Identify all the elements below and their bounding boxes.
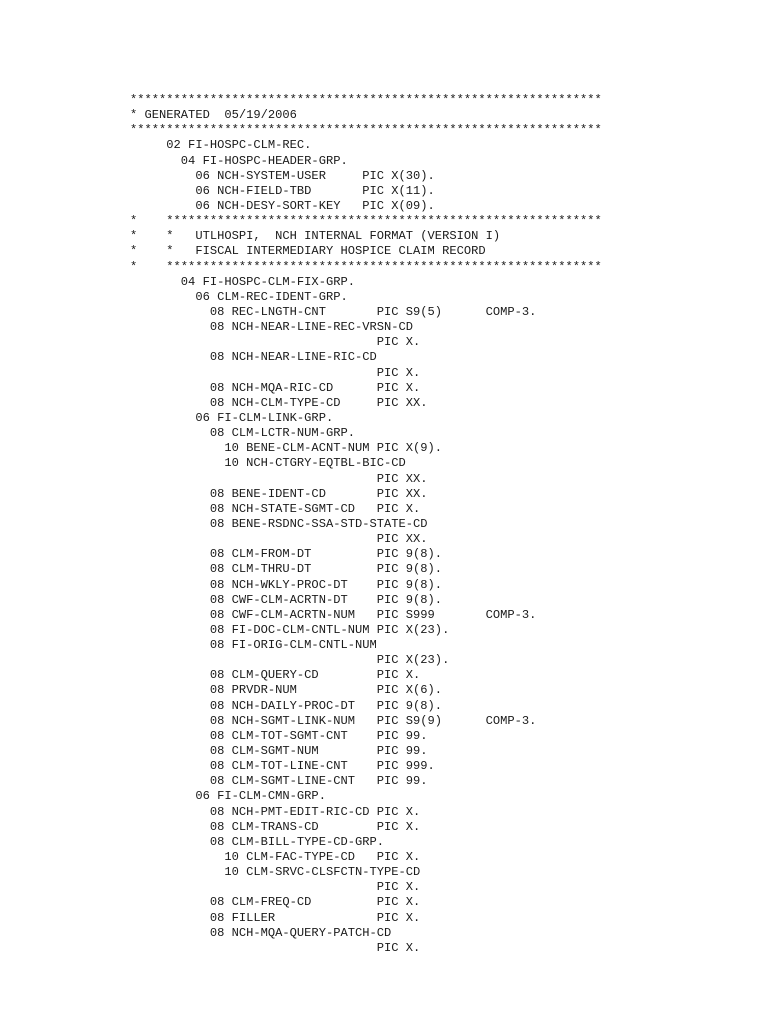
listing-line: 06 NCH-FIELD-TBD PIC X(11). — [130, 183, 435, 198]
listing-line: PIC X(23). — [130, 653, 450, 668]
listing-line: 08 CWF-CLM-ACRTN-NUM PIC S999 COMP-3. — [130, 607, 537, 622]
listing-line: 10 NCH-CTGRY-EQTBL-BIC-CD — [130, 456, 406, 471]
listing-line: 06 NCH-DESY-SORT-KEY PIC X(09). — [130, 198, 435, 213]
listing-line: 08 CWF-CLM-ACRTN-DT PIC 9(8). — [130, 592, 443, 607]
listing-line: * ************************************************************ — [130, 259, 602, 274]
listing-line: ***************************************************************** — [130, 123, 602, 138]
listing-line: 08 CLM-SGMT-LINE-CNT PIC 99. — [130, 774, 428, 789]
listing-line: 08 NCH-PMT-EDIT-RIC-CD PIC X. — [130, 804, 421, 819]
listing-line: 10 CLM-FAC-TYPE-CD PIC X. — [130, 850, 421, 865]
listing-line: 08 NCH-SGMT-LINK-NUM PIC S9(9) COMP-3. — [130, 713, 537, 728]
listing-line: PIC X. — [130, 365, 421, 380]
listing-line: 10 BENE-CLM-ACNT-NUM PIC X(9). — [130, 441, 443, 456]
listing-line: 02 FI-HOSPC-CLM-REC. — [130, 138, 312, 153]
listing-line: 06 FI-CLM-LINK-GRP. — [130, 410, 334, 425]
listing-line: 10 CLM-SRVC-CLSFCTN-TYPE-CD — [130, 865, 421, 880]
listing-line: 08 CLM-TOT-LINE-CNT PIC 999. — [130, 759, 435, 774]
listing-line: 08 NCH-NEAR-LINE-REC-VRSN-CD — [130, 320, 414, 335]
listing-line: 08 CLM-BILL-TYPE-CD-GRP. — [130, 834, 385, 849]
listing-line: 08 NCH-MQA-QUERY-PATCH-CD — [130, 925, 392, 940]
listing-line: 06 FI-CLM-CMN-GRP. — [130, 789, 326, 804]
listing-line: * GENERATED 05/19/2006 — [130, 108, 297, 123]
listing-line: * * UTLHOSPI, NCH INTERNAL FORMAT (VERSION I) — [130, 229, 501, 244]
listing-line: 08 CLM-THRU-DT PIC 9(8). — [130, 562, 443, 577]
listing-line: 08 CLM-FREQ-CD PIC X. — [130, 895, 421, 910]
listing-line: 08 CLM-TRANS-CD PIC X. — [130, 819, 421, 834]
listing-line: 08 PRVDR-NUM PIC X(6). — [130, 683, 443, 698]
listing-line: * ************************************************************ — [130, 214, 602, 229]
listing-line: PIC X. — [130, 940, 421, 955]
listing-line: 08 CLM-LCTR-NUM-GRP. — [130, 426, 355, 441]
listing-line: 08 NCH-DAILY-PROC-DT PIC 9(8). — [130, 698, 443, 713]
listing-line: PIC XX. — [130, 471, 428, 486]
listing-line: ***************************************************************** — [130, 93, 602, 107]
listing-line: 08 CLM-QUERY-CD PIC X. — [130, 668, 421, 683]
listing-line: 08 REC-LNGTH-CNT PIC S9(5) COMP-3. — [130, 304, 537, 319]
listing-line: 08 NCH-CLM-TYPE-CD PIC XX. — [130, 395, 428, 410]
listing-line: 08 BENE-RSDNC-SSA-STD-STATE-CD — [130, 516, 428, 531]
listing-line: 08 CLM-SGMT-NUM PIC 99. — [130, 744, 428, 759]
listing-line: 08 FILLER PIC X. — [130, 910, 421, 925]
listing-line: 06 CLM-REC-IDENT-GRP. — [130, 289, 348, 304]
listing-line: PIC XX. — [130, 532, 428, 547]
listing-line: 08 FI-DOC-CLM-CNTL-NUM PIC X(23). — [130, 622, 450, 637]
listing-line: 04 FI-HOSPC-HEADER-GRP. — [130, 153, 348, 168]
listing-line: 08 FI-ORIG-CLM-CNTL-NUM — [130, 638, 377, 653]
cobol-copybook-listing — [130, 93, 730, 956]
listing-line: 08 NCH-STATE-SGMT-CD PIC X. — [130, 501, 421, 516]
listing-line: 06 NCH-SYSTEM-USER PIC X(30). — [130, 168, 435, 183]
listing-line: PIC X. — [130, 880, 421, 895]
listing-line: 08 CLM-TOT-SGMT-CNT PIC 99. — [130, 728, 428, 743]
listing-line: 08 NCH-NEAR-LINE-RIC-CD — [130, 350, 377, 365]
listing-line: 04 FI-HOSPC-CLM-FIX-GRP. — [130, 274, 355, 289]
listing-line: 08 CLM-FROM-DT PIC 9(8). — [130, 547, 443, 562]
listing-line: 08 NCH-WKLY-PROC-DT PIC 9(8). — [130, 577, 443, 592]
listing-line: 08 BENE-IDENT-CD PIC XX. — [130, 486, 428, 501]
listing-line: PIC X. — [130, 335, 421, 350]
listing-line: * * FISCAL INTERMEDIARY HOSPICE CLAIM RECORD — [130, 244, 486, 259]
listing-line: 08 NCH-MQA-RIC-CD PIC X. — [130, 380, 421, 395]
